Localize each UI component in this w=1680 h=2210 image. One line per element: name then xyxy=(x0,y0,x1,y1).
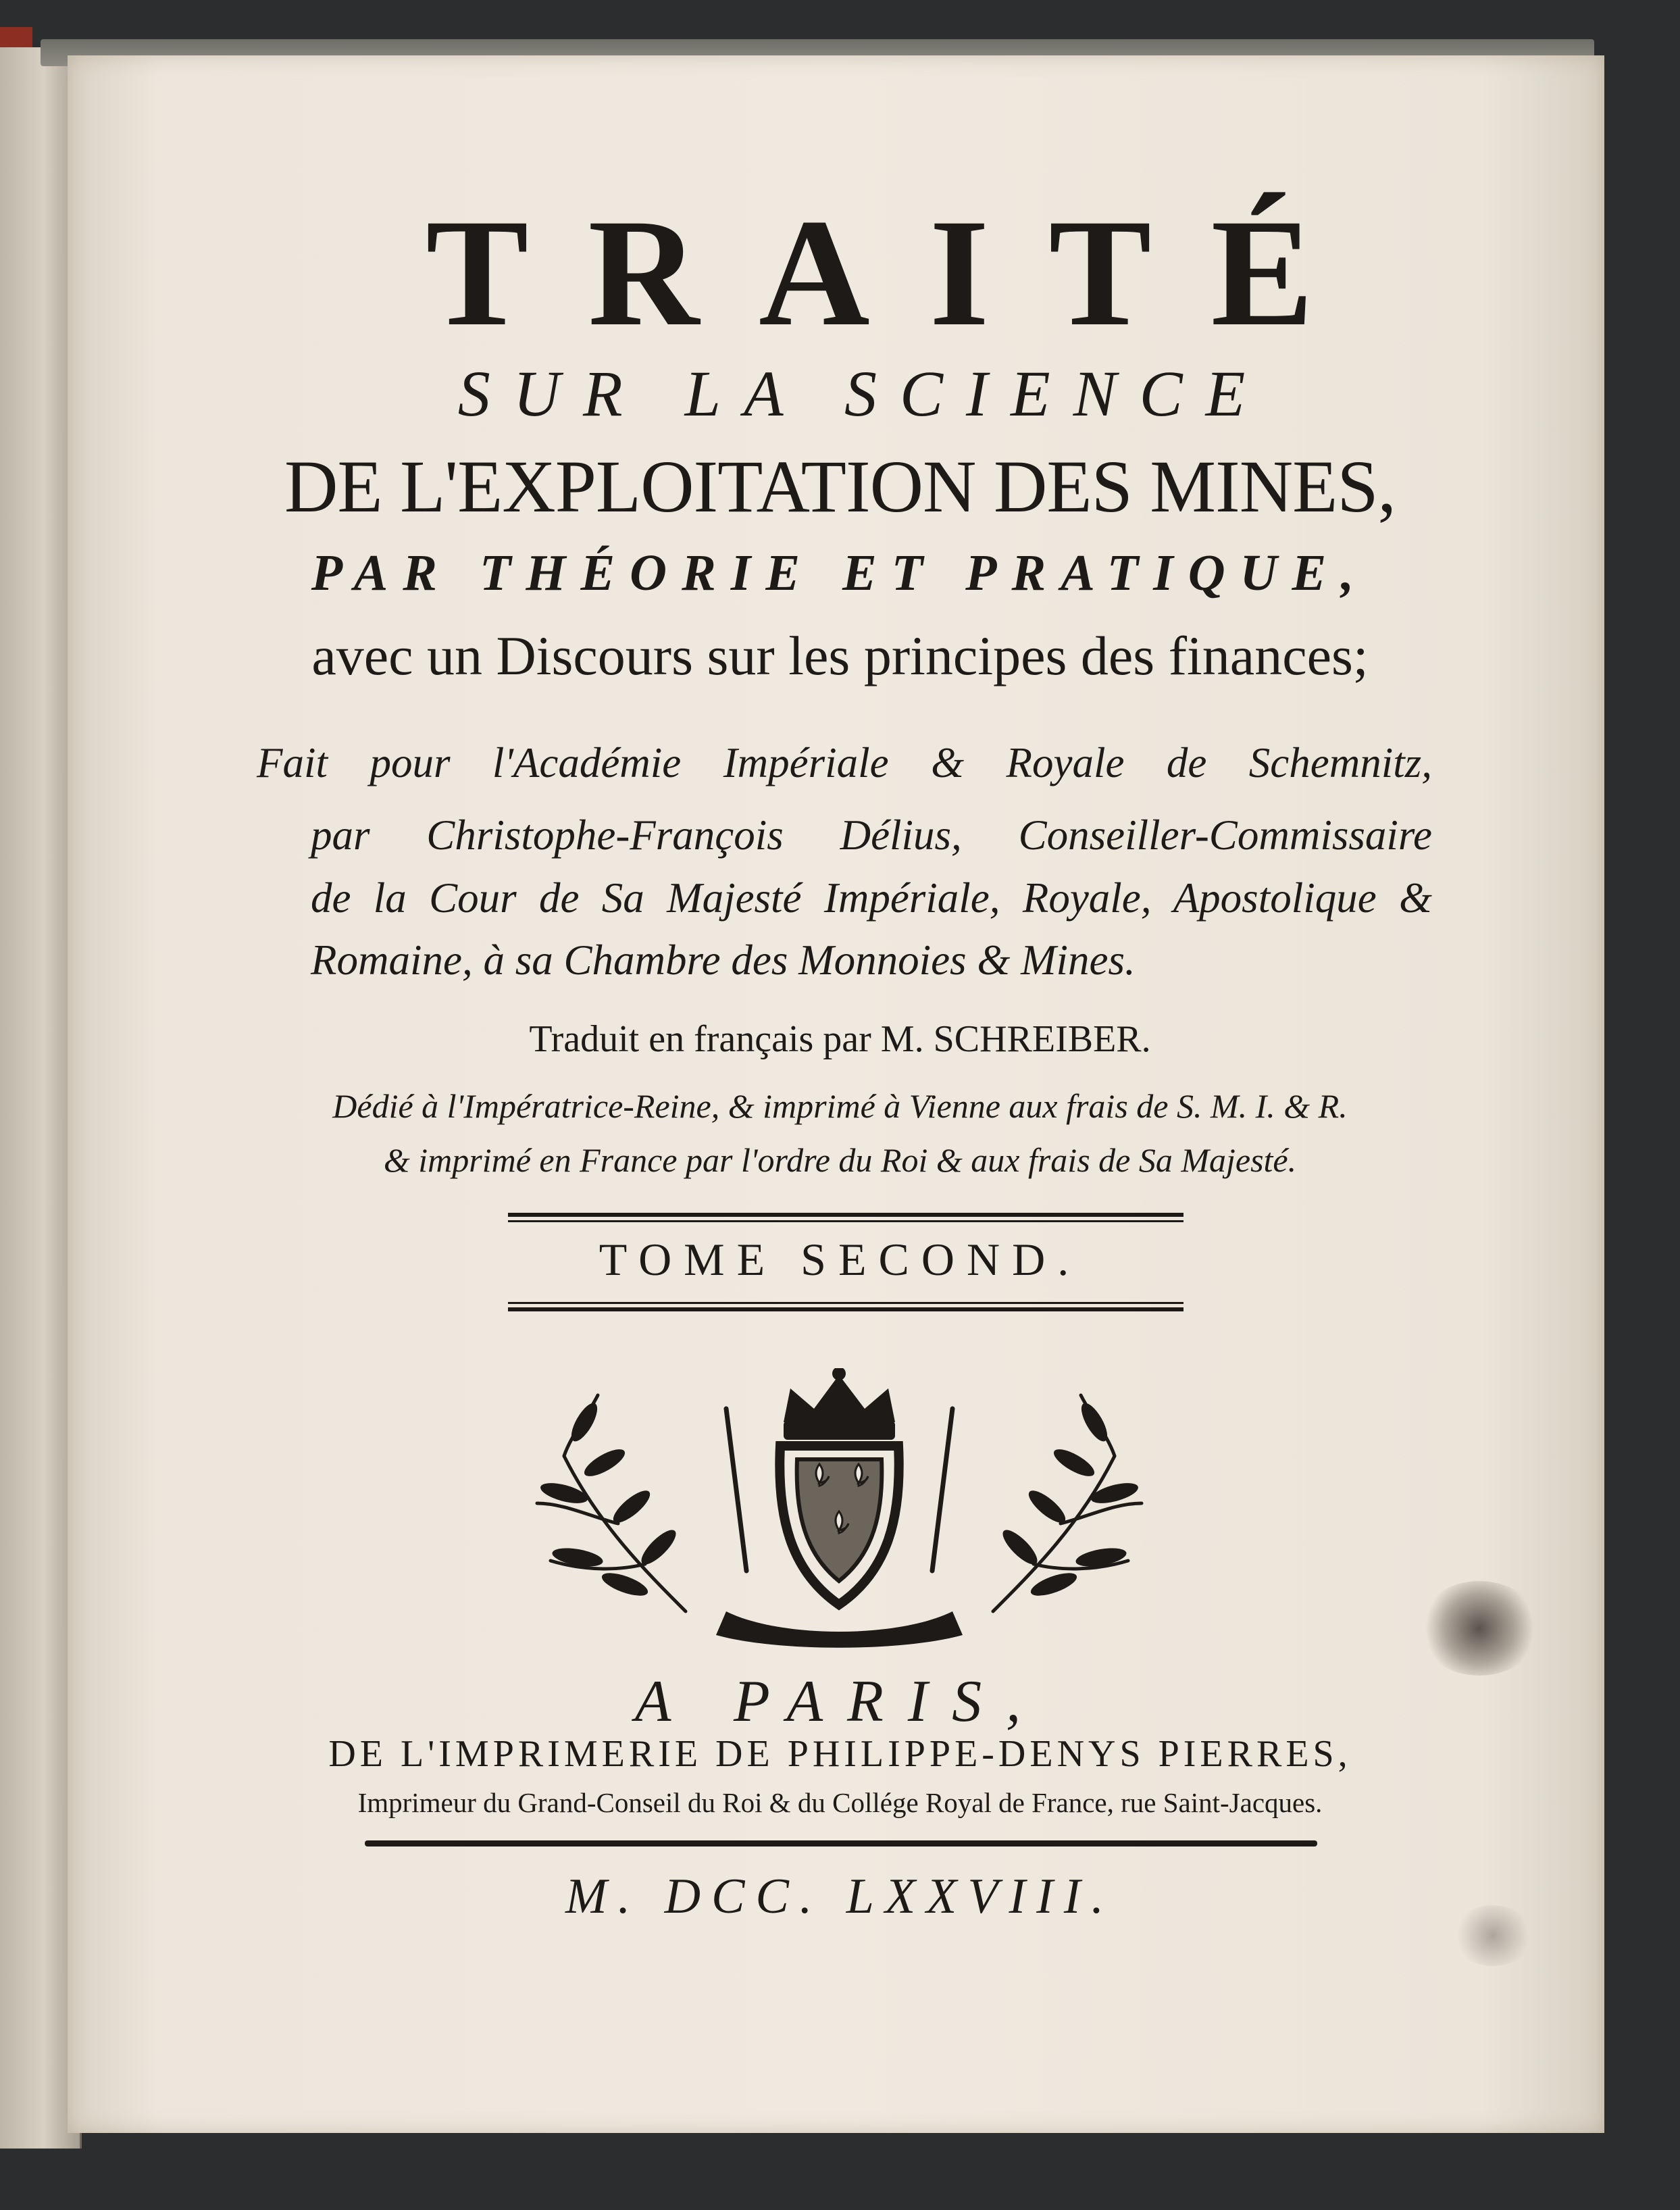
dedication-line-2: & imprimé en France par l'ordre du Roi & aux frais de Sa Majesté. xyxy=(383,1141,1297,1179)
volume-label: TOME SECOND. xyxy=(599,1234,1081,1285)
subtitle: SUR LA SCIENCE xyxy=(457,357,1269,430)
rule-bottom xyxy=(508,1301,1183,1311)
translator-line: Traduit en français par M. SCHREIBER. xyxy=(529,1018,1151,1060)
credit-line-3: de la Cour de Sa Majesté Impériale, Royale, Apostolique & xyxy=(311,874,1432,922)
discourse-line: avec un Discours sur les principes des finances; xyxy=(311,625,1369,686)
imprint-place: A PARIS, xyxy=(634,1669,1046,1734)
rule-top xyxy=(508,1213,1183,1224)
tagline: PAR THÉORIE ET PRATIQUE, xyxy=(311,545,1369,601)
credit-line-4: Romaine, à sa Chambre des Monnoies & Mines. xyxy=(311,936,1136,984)
credit-line-2: par Christophe-François Délius, Conseiller-Commissaire xyxy=(311,811,1432,859)
main-heading: DE L'EXPLOITATION DES MINES, xyxy=(284,445,1396,528)
dedication-line-1: Dédié à l'Impératrice-Reine, & imprimé à Vienne aux frais de S. M. I. & R. xyxy=(332,1087,1348,1125)
ink-stain xyxy=(1419,1581,1540,1676)
foxing-spot xyxy=(1452,1905,1533,1966)
imprint-address: Imprimeur du Grand-Conseil du Roi & du Collége Royal de France, rue Saint-Jacques. xyxy=(357,1787,1323,1818)
credit-line-1: Fait pour l'Académie Impériale & Royale de Schemnitz, xyxy=(257,739,1432,786)
imprint-printer: DE L'IMPRIMERIE DE PHILIPPE-DENYS PIERRES, xyxy=(328,1733,1352,1775)
royal-coat-of-arms-icon xyxy=(524,1368,1155,1649)
rule-imprint xyxy=(365,1838,1317,1849)
publication-date: M. DCC. LXXVIII. xyxy=(565,1869,1115,1924)
title: TRAITÉ xyxy=(426,188,1373,358)
